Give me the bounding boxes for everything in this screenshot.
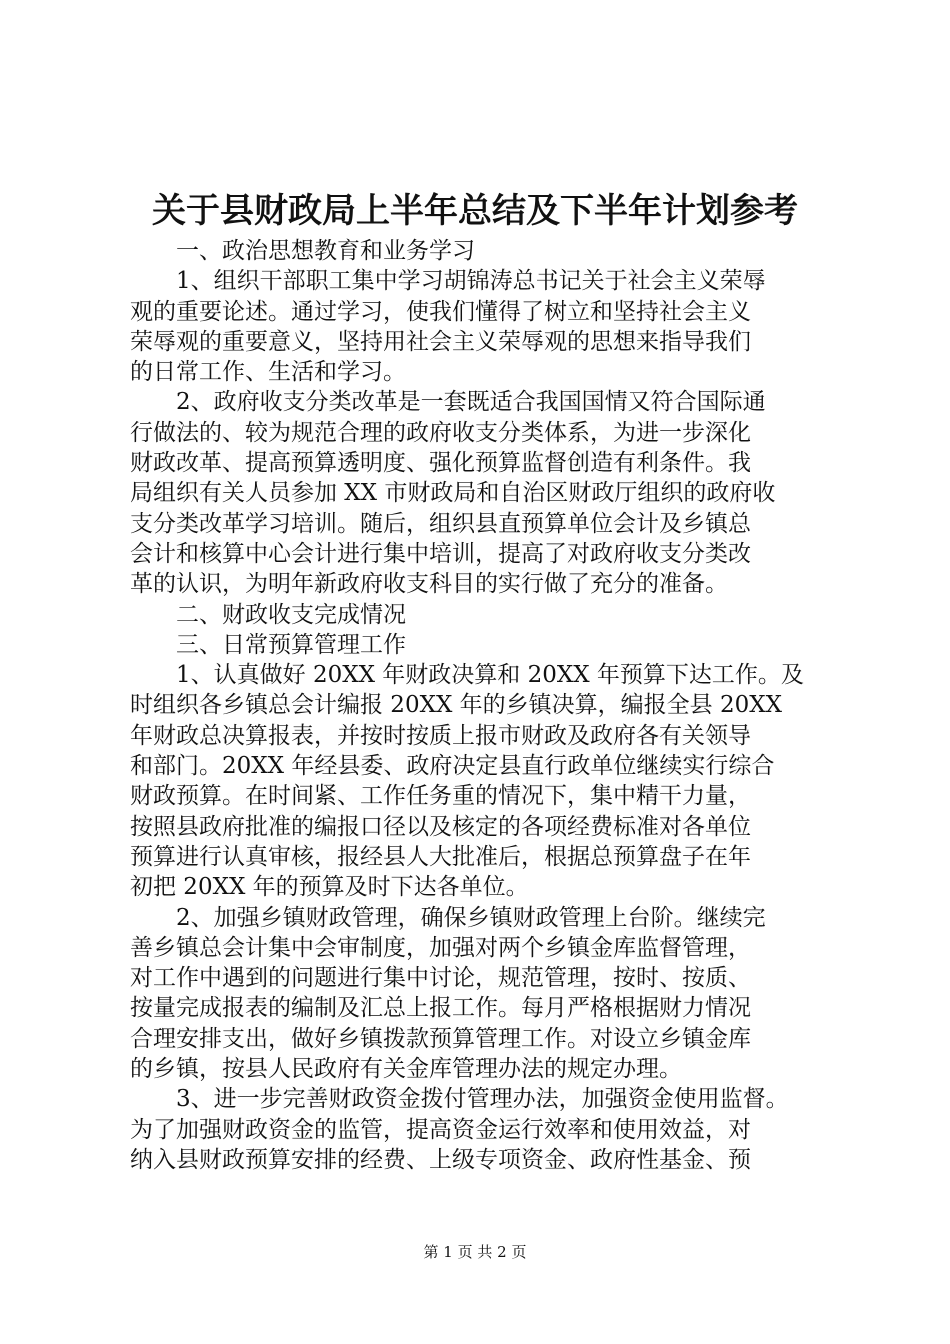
text-line: 纳入县财政预算安排的经费、上级专项资金、政府性基金、预: [130, 1146, 751, 1173]
text-line: 的日常工作、生活和学习。: [130, 359, 406, 386]
text-line: 对工作中遇到的问题进行集中讨论，规范管理，按时、按质、: [130, 965, 751, 992]
text-line: 按量完成报表的编制及汇总上报工作。每月严格根据财力情况: [130, 995, 751, 1022]
text-line: 观的重要论述。通过学习，使我们懂得了树立和坚持社会主义: [130, 298, 751, 325]
text-line: 支分类改革学习培训。随后，组织县直预算单位会计及乡镇总: [130, 510, 751, 537]
text-line: 2、政府收支分类改革是一套既适合我国国情又符合国际通: [176, 389, 766, 416]
text-line: 财政改革、提高预算透明度、强化预算监督创造有利条件。我: [130, 450, 751, 477]
text-line: 合理安排支出，做好乡镇拨款预算管理工作。对设立乡镇金库: [130, 1025, 751, 1052]
text-line: 预算进行认真审核，报经县人大批准后，根据总预算盘子在年: [130, 843, 751, 870]
text-line: 三、日常预算管理工作: [176, 631, 406, 658]
text-line: 2、加强乡镇财政管理，确保乡镇财政管理上台阶。继续完: [176, 904, 766, 931]
document-title: 关于县财政局上半年总结及下半年计划参考: [152, 191, 798, 231]
text-line: 为了加强财政资金的监管，提高资金运行效率和使用效益，对: [130, 1116, 751, 1143]
text-line: 革的认识，为明年新政府收支科目的实行做了充分的准备。: [130, 571, 728, 598]
text-line: 的乡镇，按县人民政府有关金库管理办法的规定办理。: [130, 1056, 682, 1083]
text-line: 和部门。20XX 年经县委、政府决定县直行政单位继续实行综合: [130, 753, 775, 780]
text-line: 财政预算。在时间紧、工作任务重的情况下，集中精干力量，: [130, 783, 751, 810]
text-line: 3、进一步完善财政资金拨付管理办法，加强资金使用监督。: [176, 1086, 789, 1113]
text-line: 按照县政府批准的编报口径以及核定的各项经费标准对各单位: [130, 813, 751, 840]
text-line: 一、政治思想教育和业务学习: [176, 238, 475, 264]
page-number-footer: 第 1 页 共 2 页: [423, 1243, 527, 1261]
text-line: 时组织各乡镇总会计编报 20XX 年的乡镇决算，编报全县 20XX: [130, 692, 782, 719]
text-line: 初把 20XX 年的预算及时下达各单位。: [130, 874, 529, 901]
text-line: 1、组织干部职工集中学习胡锦涛总书记关于社会主义荣辱: [176, 268, 766, 295]
document-body: [130, 236, 836, 1175]
text-line: 局组织有关人员参加 XX 市财政局和自治区财政厅组织的政府收: [130, 480, 776, 507]
text-line: 荣辱观的重要意义，坚持用社会主义荣辱观的思想来指导我们: [130, 328, 751, 355]
text-line: 行做法的、较为规范合理的政府收支分类体系，为进一步深化: [130, 419, 751, 446]
text-line: 二、财政收支完成情况: [176, 601, 406, 628]
text-line: 会计和核算中心会计进行集中培训，提高了对政府收支分类改: [130, 540, 751, 567]
text-line: 1、认真做好 20XX 年财政决算和 20XX 年预算下达工作。及: [176, 662, 804, 689]
text-line: 年财政总决算报表，并按时按质上报市财政及政府各有关领导: [130, 722, 751, 749]
text-line: 善乡镇总会计集中会审制度，加强对两个乡镇金库监督管理，: [130, 934, 751, 961]
